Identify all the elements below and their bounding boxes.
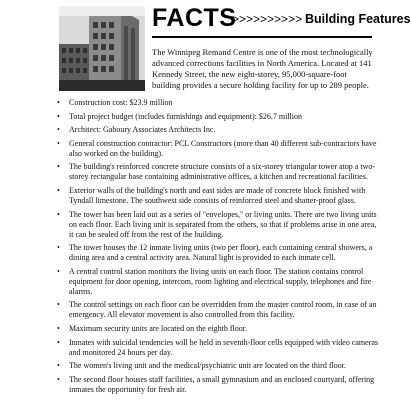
fact-item: • Maximum security units are located on the eighth floor. (57, 324, 379, 334)
fact-item: • The building's reinforced concrete structure consists of a six-storey triangular tower atop a two-storey rectangular base containing administrative offices, a kitchen and recreational facilities. (57, 162, 379, 182)
fact-item: • The control settings on each floor can be overridden from the master control room, in case of an emergency. All elevator movement is also controlled from this facility. (57, 300, 379, 320)
fact-item: • The second floor houses staff facilities, a small gymnasium and an enclosed courtyard, offering inmates the opportunity for fresh air. (57, 375, 379, 395)
fact-item: • The tower houses the 12 inmate living units (two per floor), each containing central showers, a dining area and a central activity area. Natural light is provided to each inmate cell. (57, 243, 379, 263)
fact-item: • The women's living unit and the medical/psychiatric unit are located on the third floor. (57, 361, 379, 371)
arrows-decoration: >>>>>>>>>> (232, 12, 303, 26)
facts-list (57, 98, 379, 398)
fact-item: • A central control station monitors the living units on each floor. The station contains control equipment for door opening, intercom, room lighting and electrical supply, telephones and fire alarms. (57, 267, 379, 297)
header-rule (152, 36, 372, 38)
fact-item: • Construction cost: $23.9 million (57, 98, 379, 108)
intro-paragraph: The Winnipeg Remand Centre is one of the most technologically advanced corrections facilities in North America. Located at 141 Kennedy Street, the new eight-storey, 95,000-square-foot building provides a secure holding facility for up to 289 people. (152, 47, 373, 90)
facts-title: FACTS (152, 4, 237, 32)
fact-item: • General construction contractor: PCL Constructors (more than 40 different sub-contractors have also worked on the building). (57, 139, 379, 159)
fact-item: • The tower has been laid out as a series of "envelopes," or living units. There are two living units on each floor. Each living unit is separated from the others, so that if problems arise in one area, it can be sealed off from the rest of the building. (57, 210, 379, 240)
fact-item: • Architect: Gaboury Associates Architects Inc. (57, 125, 379, 135)
section-subtitle: Building Features (305, 12, 411, 26)
building-photo (59, 6, 145, 91)
fact-item: • Exterior walls of the building's north and east sides are made of concrete block finished with Tyndall limestone. The southwest side consists of reinforced steel and shatter-proof glass. (57, 186, 379, 206)
fact-item: • Inmates with suicidal tendencies will be held in seventh-floor cells equipped with video cameras and monitored 24 hours per day. (57, 338, 379, 358)
fact-item: • Total project budget (includes furnishings and equipment): $26.7 million (57, 112, 379, 122)
